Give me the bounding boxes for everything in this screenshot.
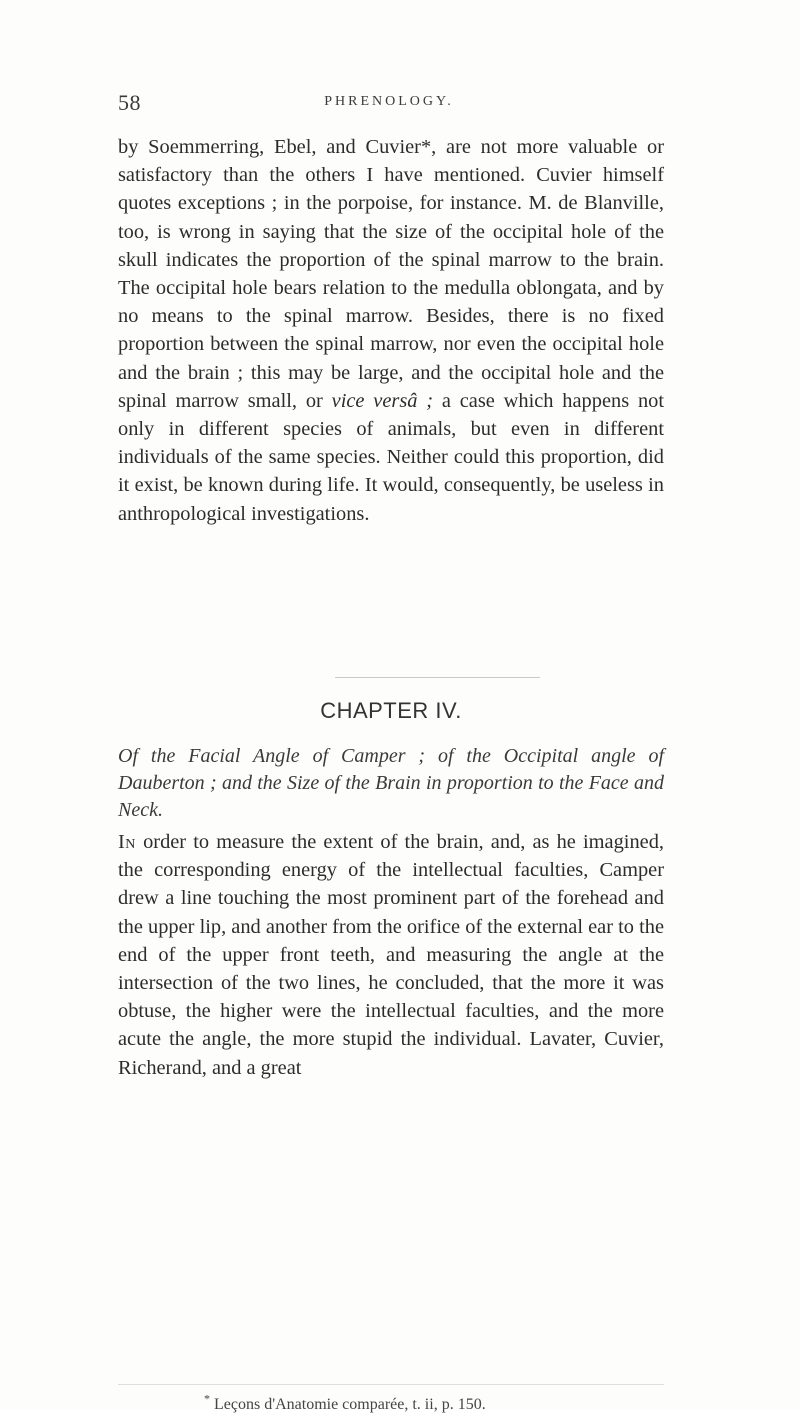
paragraph-2: [118, 828, 664, 1082]
paragraph-1: [118, 133, 664, 528]
footnote: [204, 1391, 486, 1414]
paragraph-1-italic-phrase: vice versâ ;: [331, 389, 434, 412]
chapter-subtitle: Of the Facial Angle of Camper ; of the Occipital angle of Dauberton ; and the Size of the Brain in proportion to the Face and Neck.: [118, 745, 664, 821]
section-divider: [335, 677, 540, 678]
paragraph-2-first-word: In: [118, 831, 136, 853]
running-title: PHRENOLOGY.: [324, 94, 454, 109]
paragraph-1-text-after: a case which happens not only in different species of animals, but even in different individuals of the same species. Neither could this proportion, did it exist, be known during life. It would, consequently, be useless in anthropological investigations.: [118, 389, 664, 525]
page-number: 58: [118, 90, 141, 115]
footnote-marker: *: [204, 1391, 210, 1406]
running-head: [118, 90, 660, 120]
chapter-heading: CHAPTER IV.: [320, 698, 462, 723]
paragraph-1-text: by Soemmerring, Ebel, and Cuvier*, are not more valuable or satisfactory than the others I have mentioned. Cuvier himself quotes exceptions ; in the porpoise, for instance. M. de Blanville, too, is wrong in saying that the size of the occipital hole of the skull indicates the proportion of the spinal marrow to the brain. The occipital hole bears relation to the medulla oblongata, and by no means to the spinal marrow. Besides, there is no fixed proportion between the spinal marrow, nor even the occipital hole and the brain ; this may be large, and the occipital hole and the spinal marrow small, or: [118, 136, 664, 412]
footnote-rule: [118, 1384, 664, 1385]
paragraph-2-text: order to measure the extent of the brain, and, as he imagined, the corresponding energy of the intellectual faculties, Camper drew a line touching the most prominent part of the forehead and the upper lip, and another from the orifice of the external ear to the end of the upper front teeth, and measuring the angle at the intersection of the two lines, he concluded, that the more it was obtuse, the higher were the intellectual faculties, and the more acute the angle, the more stupid the individual. Lavater, Cuvier, Richerand, and a great: [118, 831, 664, 1079]
footnote-text: Leçons d'Anatomie comparée, t. ii, p. 150.: [214, 1396, 486, 1413]
